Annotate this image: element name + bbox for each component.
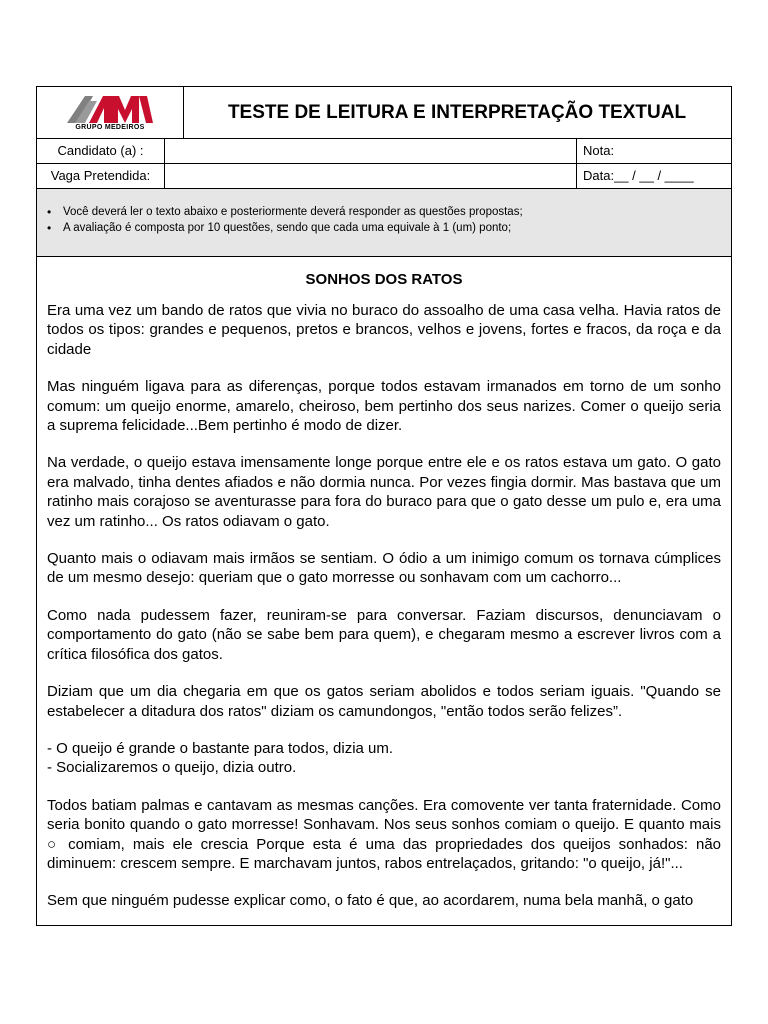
story-paragraph: Quanto mais o odiavam mais irmãos se sentiam. O ódio a um inimigo comum os tornava cúmplices de um mesmo desejo: queriam que o gato morresse ou sonhavam com um cachorro...	[47, 550, 721, 587]
story-paragraph: Sem que ninguém pudesse explicar como, o fato é que, ao acordarem, numa bela manhã, o gato	[47, 892, 694, 910]
instructions-box	[37, 189, 731, 257]
instructions-list	[47, 204, 731, 236]
test-sheet	[36, 86, 732, 926]
story-title: SONHOS DOS RATOS	[305, 271, 463, 288]
logo-text: GRUPO MEDEIROS	[75, 124, 145, 131]
grade-label[interactable]: Nota:	[583, 143, 615, 158]
position-field[interactable]	[165, 164, 577, 188]
instruction-item: • Você deverá ler o texto abaixo e posteriormente deverá responder as questões propostas;	[47, 204, 731, 220]
page-title: TESTE DE LEITURA E INTERPRETAÇÃO TEXTUAL	[227, 102, 687, 123]
instruction-item: • A avaliação é composta por 10 questões, sendo que cada uma equivale à 1 (um) ponto;	[47, 220, 731, 236]
story-paragraph: Como nada pudessem fazer, reuniram-se para conversar. Faziam discursos, denunciavam o comportamento do gato (não se sabe bem para quem), e chegaram mesmo a escrever livros com a crítica filosófica dos gatos.	[47, 606, 721, 663]
story-content	[37, 257, 731, 925]
dialogue-line: - O queijo é grande o bastante para todos, dizia um.	[47, 739, 394, 757]
position-label: Vaga Pretendida:	[37, 164, 165, 188]
company-logo	[37, 87, 184, 139]
position-row	[37, 164, 731, 189]
story-paragraph: Na verdade, o queijo estava imensamente longe porque entre ele e os ratos estava um gato. O gato era malvado, tinha dentes afiados e não dormia nunca. Por vezes fingia dormir. Mas bastava que um ratinho mais corajoso se aventurasse para fora do buraco para que o gato desse um pulo e, era uma vez um ratinho... Os ratos odiavam o gato.	[47, 454, 721, 530]
candidate-label: Candidato (a) :	[37, 139, 165, 163]
candidate-field[interactable]	[165, 139, 577, 163]
story-paragraph: Era uma vez um bando de ratos que vivia no buraco do assoalho de uma casa velha. Havia ratos de todos os tipos: grandes e pequenos, pretos e brancos, velhos e jovens, fortes e fracos, da roça e da cidade	[47, 302, 721, 358]
story-paragraph: Diziam que um dia chegaria em que os gatos seriam abolidos e todos seriam iguais. "Quando se estabelecer a ditadura dos ratos" diziam os camundongos, "então todos serão felizes”.	[47, 683, 721, 720]
date-label[interactable]: Data:__ / __ / ____	[583, 168, 694, 183]
story-paragraph: Mas ninguém ligava para as diferenças, porque todos estavam irmanados em torno de um sonho comum: um queijo enorme, amarelo, cheiroso, bem pertinho dos seus narizes. Comer o queijo seria a suprema felicidade...Bem pertinho é modo de dizer.	[47, 378, 721, 435]
dialogue-line: - Socializaremos o queijo, dizia outro.	[47, 759, 297, 777]
header-row	[37, 87, 731, 139]
candidate-row	[37, 139, 731, 164]
story-paragraph: Todos batiam palmas e cantavam as mesmas canções. Era comovente ver tanta fraternidade. Como seria bonito quando o gato morresse! Sonhavam. Nos seus sonhos comiam o queijo. E quanto mais ○ comiam, mais ele crescia Porque esta é uma das propriedades dos queijos sonhados: não diminuem: crescem sempre. E marchavam juntos, rabos entrelaçados, gritando: "o queijo, já!"...	[47, 796, 721, 872]
logo-mark-icon	[67, 93, 153, 123]
